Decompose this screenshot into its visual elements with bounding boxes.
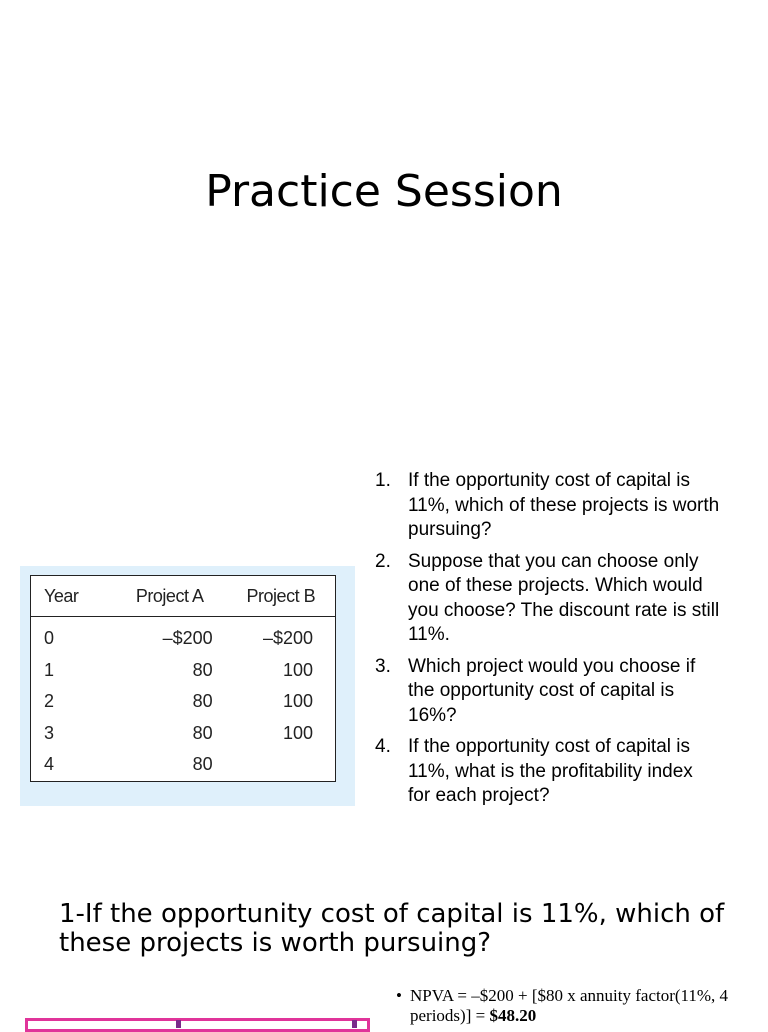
column-header-project-b: Project B bbox=[227, 576, 336, 617]
section-heading: 1-If the opportunity cost of capital is 11%, which of these projects is worth pursuing? bbox=[59, 899, 725, 958]
year-cell: 1 bbox=[44, 659, 55, 680]
project-a-cell: 80 bbox=[192, 691, 213, 712]
bullet-icon: • bbox=[396, 986, 402, 1005]
year-cell: 4 bbox=[44, 754, 55, 775]
table-row bbox=[31, 617, 336, 655]
project-b-cell: –$200 bbox=[262, 628, 313, 649]
page-title: Practice Session bbox=[205, 166, 563, 217]
project-b-cell: 100 bbox=[282, 659, 313, 680]
project-b-cell: 100 bbox=[282, 722, 313, 743]
partial-glyph bbox=[352, 1020, 357, 1028]
cash-flow-table bbox=[30, 575, 336, 782]
question-number: 4. bbox=[375, 736, 391, 757]
project-b-cell bbox=[227, 749, 336, 781]
question-text: If the opportunity cost of capital is 11%, which of these projects is worth pursuing? bbox=[408, 470, 720, 540]
partial-glyph bbox=[176, 1020, 181, 1028]
question-text: Which project would you choose if the opportunity cost of capital is 16%? bbox=[408, 655, 696, 726]
question-list bbox=[375, 469, 720, 816]
highlight-box bbox=[25, 1018, 370, 1032]
question-number: 2. bbox=[375, 550, 391, 572]
table-row bbox=[31, 655, 336, 687]
question-number: 1. bbox=[375, 470, 391, 491]
list-item bbox=[375, 735, 720, 809]
column-header-project-a: Project A bbox=[113, 576, 227, 617]
project-a-cell: 80 bbox=[192, 754, 213, 775]
project-b-cell: 100 bbox=[282, 691, 313, 712]
cash-flow-table-panel bbox=[20, 566, 355, 806]
column-header-year: Year bbox=[31, 576, 113, 617]
table-header-row bbox=[31, 576, 336, 617]
question-text: If the opportunity cost of capital is 11%, what is the profitability index for each project? bbox=[408, 736, 693, 806]
answer-value: $48.20 bbox=[489, 1006, 537, 1025]
table-row bbox=[31, 749, 336, 781]
list-item bbox=[375, 550, 720, 648]
table-row bbox=[31, 686, 336, 718]
list-item bbox=[396, 986, 756, 1026]
table-row bbox=[31, 718, 336, 750]
answer-list bbox=[396, 986, 756, 1026]
year-cell: 0 bbox=[44, 628, 55, 649]
project-a-cell: 80 bbox=[192, 722, 213, 743]
year-cell: 2 bbox=[44, 691, 55, 712]
answer-text: NPVA = –$200 + [$80 x annuity factor(11%, 4 periods)] = bbox=[410, 986, 729, 1025]
project-a-cell: 80 bbox=[192, 659, 213, 680]
project-a-cell: –$200 bbox=[162, 628, 213, 649]
list-item bbox=[375, 469, 720, 543]
list-item bbox=[375, 655, 720, 729]
question-text: Suppose that you can choose only one of these projects. Which would you choose? The discount rate is still 11%. bbox=[408, 550, 720, 645]
question-number: 3. bbox=[375, 655, 391, 677]
year-cell: 3 bbox=[44, 722, 55, 743]
